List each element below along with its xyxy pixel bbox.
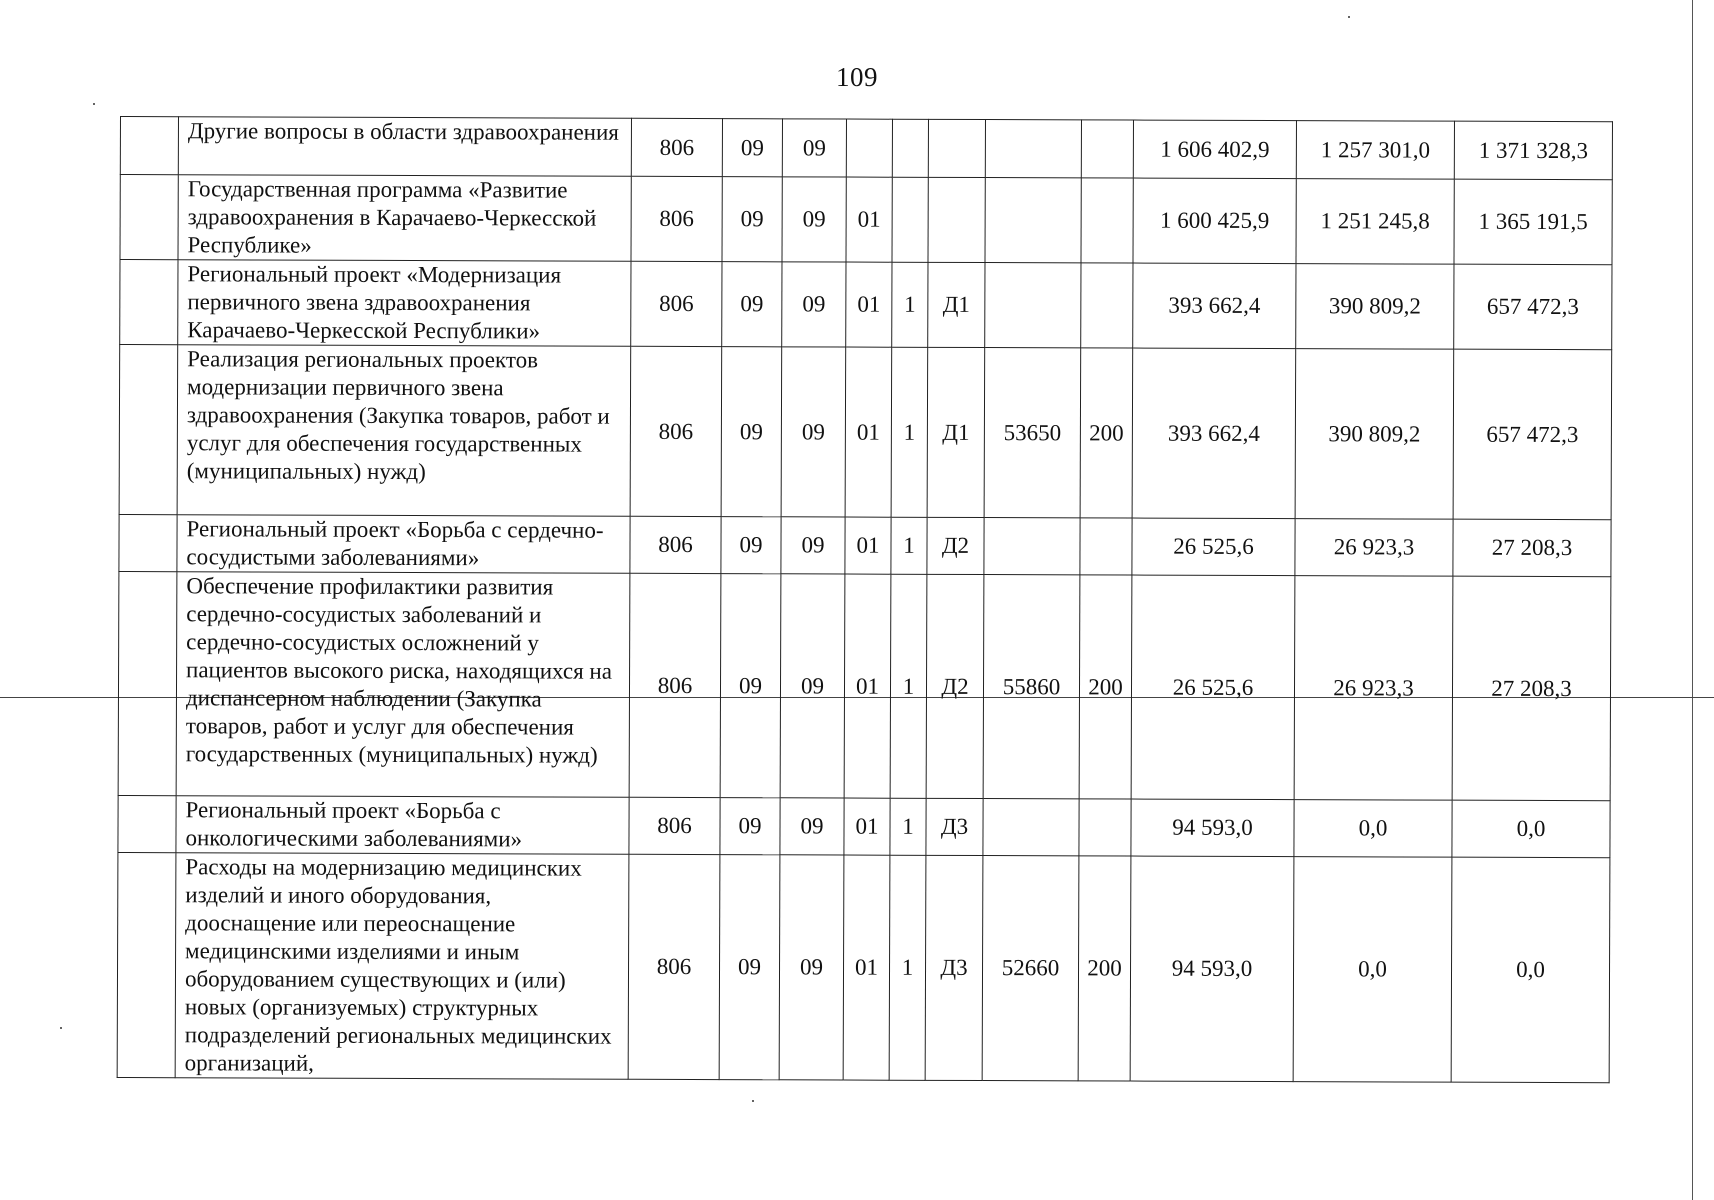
project-code-cell: Д3 — [925, 855, 983, 1080]
subprogram-code-cell: 1 — [891, 517, 927, 574]
table-row — [120, 117, 1612, 180]
ved-code-cell: 806 — [631, 261, 722, 346]
table-row — [120, 175, 1612, 265]
section-code-cell: 09 — [719, 855, 780, 1080]
direction-code-cell — [985, 263, 1081, 348]
expense-type-cell — [1081, 178, 1133, 263]
ved-code-cell: 806 — [629, 573, 721, 797]
subprogram-code-cell: 1 — [891, 347, 928, 517]
subsection-code-cell: 09 — [781, 517, 845, 574]
section-code-cell: 09 — [722, 177, 782, 262]
amount-year2-cell: 390 809,2 — [1296, 264, 1454, 350]
amount-year3-cell: 27 208,3 — [1453, 519, 1611, 577]
section-code-cell: 09 — [721, 517, 781, 574]
subprogram-code-cell: 1 — [892, 262, 928, 347]
scan-speck — [93, 103, 95, 105]
amount-year2-cell: 26 923,3 — [1295, 519, 1453, 577]
ved-code-cell: 806 — [631, 176, 722, 261]
amount-year2-cell: 26 923,3 — [1294, 576, 1453, 801]
row-number-cell — [120, 175, 178, 260]
subsection-code-cell: 09 — [782, 177, 846, 262]
ved-code-cell: 806 — [628, 854, 720, 1079]
page-number: 109 — [836, 62, 878, 92]
project-code-cell: Д1 — [927, 347, 985, 517]
program-code-cell: 01 — [845, 347, 892, 517]
row-name-cell: Государственная программа «Развитие здравоохранения в Карачаево-Черкесской Республике» — [178, 175, 631, 262]
program-code-cell: 01 — [844, 798, 890, 855]
row-number-cell — [119, 345, 178, 515]
scan-speck — [60, 1027, 62, 1029]
scan-edge-line — [1692, 0, 1693, 1200]
row-number-cell — [118, 795, 176, 852]
program-code-cell: 01 — [845, 517, 891, 574]
amount-year3-cell: 657 472,3 — [1453, 349, 1612, 520]
amount-year2-cell: 1 251 245,8 — [1296, 179, 1454, 265]
amount-year1-cell: 26 525,6 — [1132, 518, 1295, 576]
row-name-cell: Реализация региональных проектов модернизации первичного звена здравоохранения (Закупка товаров, работ и услуг для обеспечения государственных (муниципальных) нужд) — [177, 345, 631, 517]
amount-year2-cell: 1 257 301,0 — [1296, 121, 1454, 180]
direction-code-cell: 55860 — [983, 575, 1080, 799]
direction-code-cell — [985, 178, 1081, 263]
project-code-cell: Д2 — [926, 574, 984, 798]
amount-year2-cell: 390 809,2 — [1295, 349, 1454, 520]
expense-type-cell: 200 — [1079, 575, 1132, 799]
scan-speck — [1348, 16, 1350, 18]
amount-year3-cell: 1 371 328,3 — [1454, 121, 1612, 180]
row-name-cell: Расходы на модернизацию медицинских изделий и иного оборудования, дооснащение или переоснащение медицинскими изделиями и иным оборудованием существующих и (или) новых (организуемых) структурных подразделений региональных медицинских организаций, — [175, 853, 629, 1080]
section-code-cell: 09 — [722, 262, 782, 347]
table-row — [120, 260, 1612, 350]
direction-code-cell — [984, 518, 1080, 575]
section-code-cell: 09 — [722, 119, 782, 177]
table-row — [119, 514, 1611, 576]
budget-table — [117, 116, 1613, 1083]
section-code-cell: 09 — [720, 798, 780, 855]
subsection-code-cell: 09 — [782, 262, 846, 347]
project-code-cell: Д2 — [927, 517, 984, 574]
subsection-code-cell: 09 — [780, 574, 845, 798]
amount-year3-cell: 0,0 — [1452, 800, 1610, 858]
project-code-cell: Д3 — [926, 798, 983, 855]
ved-code-cell: 806 — [629, 797, 720, 854]
subsection-code-cell: 09 — [780, 798, 844, 855]
amount-year2-cell: 0,0 — [1293, 857, 1452, 1083]
expense-type-cell: 200 — [1080, 348, 1133, 518]
row-name-cell: Региональный проект «Борьба с онкологическими заболеваниями» — [176, 796, 629, 855]
section-code-cell: 09 — [720, 574, 781, 798]
project-code-cell: Д1 — [928, 262, 985, 347]
program-code-cell: 01 — [846, 262, 892, 347]
subprogram-code-cell: 1 — [889, 855, 926, 1080]
direction-code-cell: 52660 — [982, 856, 1079, 1081]
subsection-code-cell: 09 — [782, 119, 846, 177]
table-body — [117, 117, 1612, 1083]
amount-year1-cell: 393 662,4 — [1132, 348, 1296, 519]
project-code-cell — [928, 119, 985, 177]
direction-code-cell: 53650 — [984, 348, 1081, 518]
program-code-cell: 01 — [843, 855, 890, 1080]
direction-code-cell — [985, 120, 1081, 178]
amount-year3-cell: 27 208,3 — [1452, 576, 1611, 801]
table-row — [118, 571, 1611, 800]
amount-year2-cell: 0,0 — [1294, 800, 1452, 858]
amount-year1-cell: 94 593,0 — [1130, 856, 1294, 1082]
direction-code-cell — [983, 799, 1079, 856]
expense-type-cell — [1081, 120, 1133, 178]
subprogram-code-cell: 1 — [890, 798, 926, 855]
section-code-cell: 09 — [721, 347, 782, 517]
expense-type-cell — [1079, 799, 1131, 856]
program-code-cell: 01 — [846, 177, 892, 262]
amount-year3-cell: 657 472,3 — [1454, 264, 1612, 350]
amount-year1-cell: 1 606 402,9 — [1133, 120, 1296, 179]
table-row — [117, 852, 1610, 1082]
subprogram-code-cell — [892, 177, 928, 262]
amount-year3-cell: 0,0 — [1451, 857, 1610, 1083]
row-name-cell: Региональный проект «Модернизация первичного звена здравоохранения Карачаево-Черкесской Республики» — [178, 260, 631, 347]
ved-code-cell: 806 — [630, 346, 722, 516]
amount-year3-cell: 1 365 191,5 — [1454, 179, 1612, 265]
subsection-code-cell: 09 — [779, 855, 844, 1080]
ved-code-cell: 806 — [631, 118, 722, 176]
program-code-cell — [846, 119, 892, 177]
row-number-cell — [120, 260, 178, 345]
expense-type-cell — [1080, 518, 1132, 575]
row-name-cell: Обеспечение профилактики развития сердечно-сосудистых заболеваний и сердечно-сосудистых осложнений у пациентов высокого риска, находящихся на диспансерном наблюдении (Закупка товаров, работ и услуг для обеспечения государственных (муниципальных) нужд) — [176, 572, 630, 798]
subprogram-code-cell: 1 — [890, 574, 927, 798]
row-number-cell — [119, 514, 177, 571]
row-number-cell — [118, 571, 177, 795]
expense-type-cell: 200 — [1078, 856, 1131, 1081]
expense-type-cell — [1081, 263, 1133, 348]
amount-year1-cell: 1 600 425,9 — [1133, 178, 1296, 264]
amount-year1-cell: 26 525,6 — [1131, 575, 1295, 800]
amount-year1-cell: 94 593,0 — [1131, 799, 1294, 857]
subprogram-code-cell — [892, 119, 928, 177]
table-row — [118, 795, 1610, 857]
amount-year1-cell: 393 662,4 — [1133, 263, 1296, 349]
row-name-cell: Региональный проект «Борьба с сердечно-сосудистыми заболеваниями» — [177, 515, 630, 574]
project-code-cell — [928, 177, 985, 262]
row-name-cell: Другие вопросы в области здравоохранения — [178, 117, 631, 177]
program-code-cell: 01 — [844, 574, 891, 798]
ved-code-cell: 806 — [630, 516, 721, 573]
row-number-cell — [120, 117, 178, 175]
table-row — [119, 345, 1612, 520]
row-number-cell — [117, 852, 176, 1077]
subsection-code-cell: 09 — [781, 347, 846, 517]
scan-speck — [752, 1100, 754, 1102]
